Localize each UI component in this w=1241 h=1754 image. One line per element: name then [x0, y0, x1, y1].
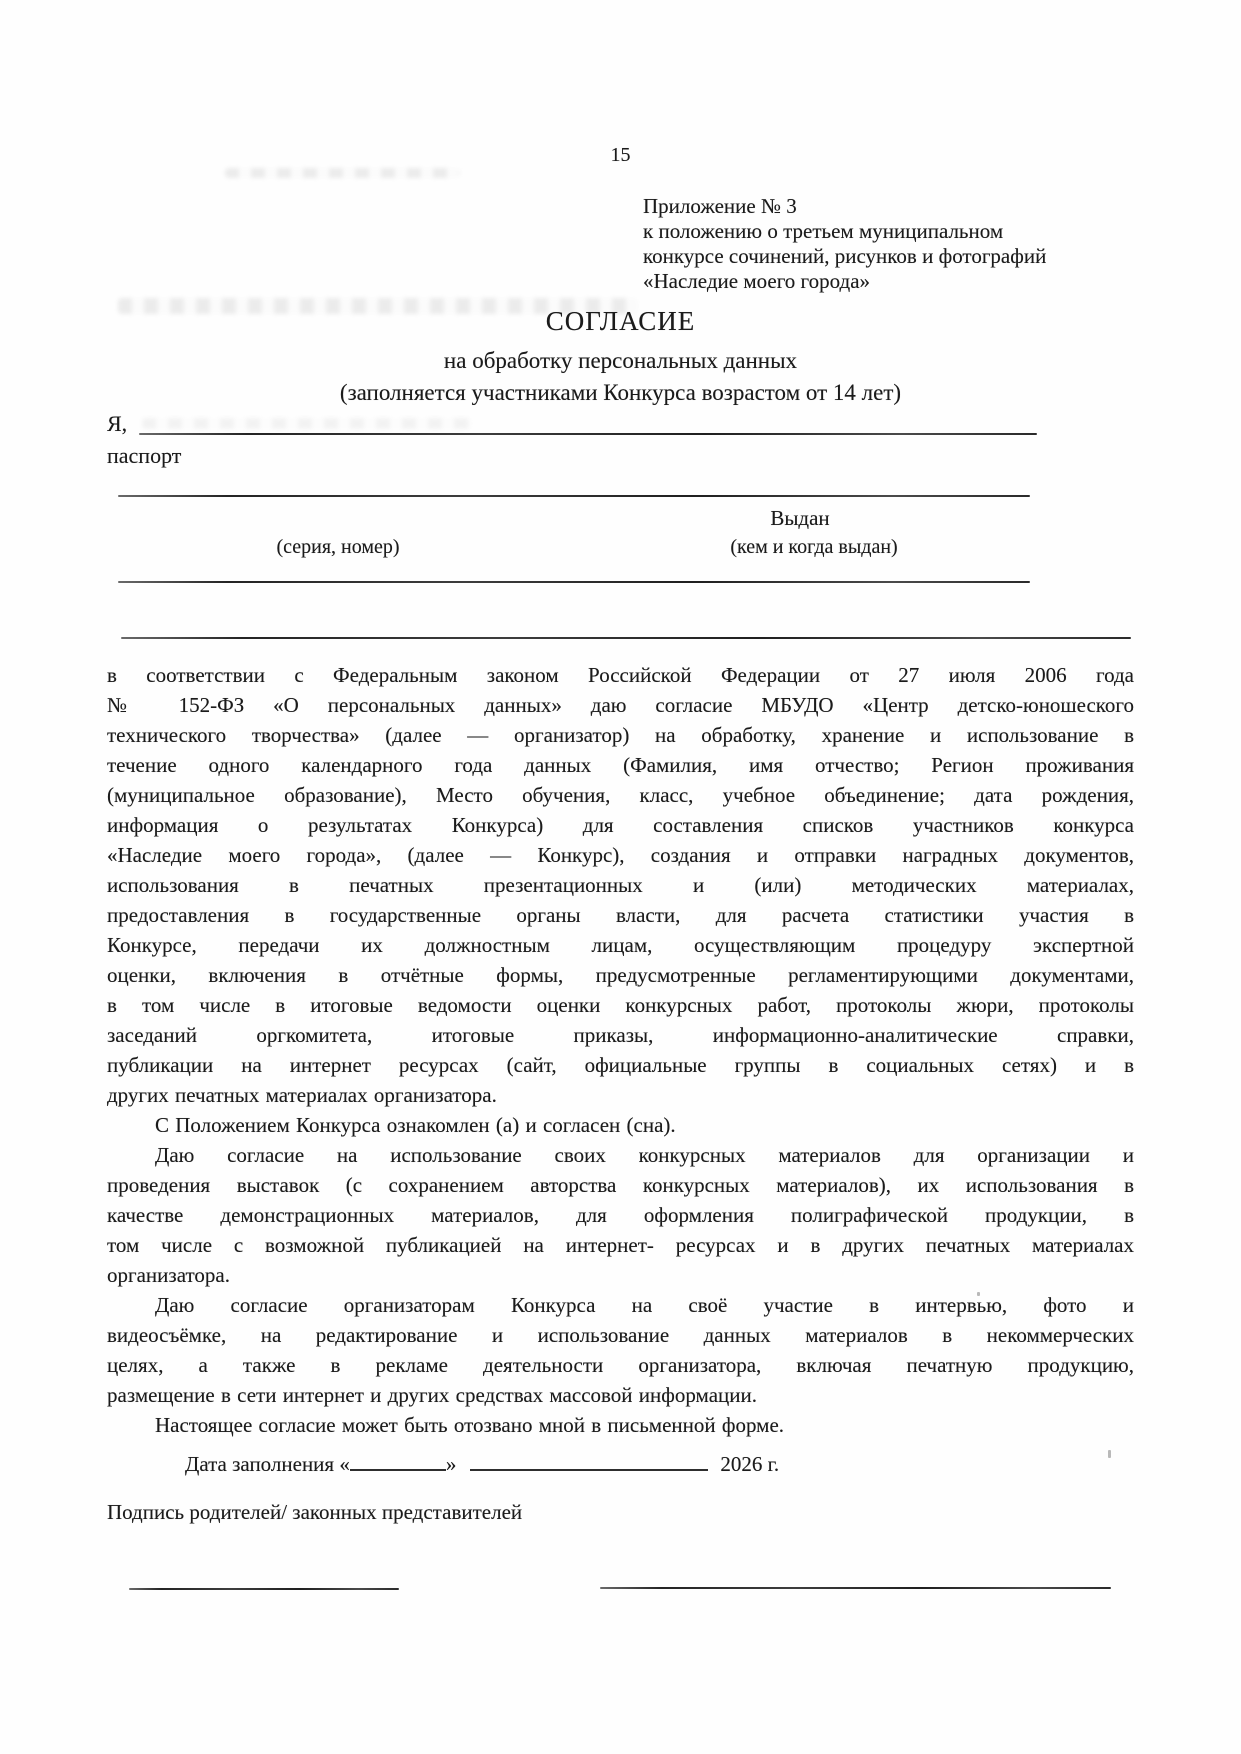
body-line: том числе с возможной публикацией на интернет- ресурсах и в других печатных материалах [107, 1233, 1134, 1257]
body-line: предоставления в государственные органы власти, для расчета статистики участия в [107, 903, 1134, 927]
appendix-note-line: к положению о третьем муниципальном [643, 219, 1004, 243]
body-line: технического творчества» (далее — организатор) на обработку, хранение и использование в [107, 723, 1134, 747]
body-line: в том числе в итоговые ведомости оценки конкурсных работ, протоколы жюри, протоколы [107, 993, 1134, 1017]
body-line: проведения выставок (с сохранением авторства конкурсных материалов), их использования в [107, 1173, 1134, 1197]
consent-note: (заполняется участниками Конкурса возрастом от 14 лет) [339, 380, 902, 405]
passport-line [118, 495, 1030, 497]
i-label: Я, [107, 411, 128, 436]
scan-smudge [225, 168, 460, 178]
date-row [107, 1449, 779, 1477]
body-line: Даю согласие организаторам Конкурса на своё участие в интервью, фото и [155, 1293, 1134, 1317]
series-caption: (серия, номер) [276, 536, 400, 558]
date-label: Дата заполнения [185, 1452, 335, 1476]
consent-subtitle: на обработку персональных данных [443, 348, 798, 373]
body-line: № 152-ФЗ «О персональных данных» даю согласие МБУДО «Центр детско-юношеского [107, 693, 1134, 717]
close-quote: » [445, 1452, 457, 1476]
body-line: информация о результатах Конкурса) для составления списков участников конкурса [107, 813, 1134, 837]
body-line: заседаний оргкомитета, итоговые приказы, информационно-аналитические справки, [107, 1023, 1134, 1047]
scan-speck [1108, 1450, 1111, 1458]
body-line: Настоящее согласие может быть отозвано мной в письменной форме. [155, 1413, 785, 1437]
appendix-note-line: конкурсе сочинений, рисунков и фотографий [643, 244, 1047, 268]
body-line: качестве демонстрационных материалов, для оформления полиграфической продукции, в [107, 1203, 1134, 1227]
body-line: видеосъёмке, на редактирование и использование данных материалов в некоммерческих [107, 1323, 1134, 1347]
signature-line-left [129, 1588, 399, 1590]
appendix-note-line: Приложение № 3 [643, 194, 797, 218]
date-month-blank [470, 1449, 708, 1471]
passport-label: паспорт [107, 443, 182, 468]
issued-caption: (кем и когда выдан) [730, 536, 898, 558]
body-line: целях, а также в рекламе деятельности организатора, включая печатную продукцию, [107, 1353, 1134, 1377]
page-number: 15 [610, 144, 631, 166]
body-line: (муниципальное образование), Место обучения, класс, учебное объединение; дата рождения, [107, 783, 1134, 807]
scan-smudge [142, 418, 472, 429]
consent-title: СОГЛАСИЕ [545, 306, 696, 336]
body-line: других печатных материалах организатора. [107, 1083, 497, 1107]
body-line: Даю согласие на использование своих конкурсных материалов для организации и [155, 1143, 1134, 1167]
issued-label: Выдан [770, 506, 830, 530]
appendix-note [643, 194, 1046, 294]
body-line: использования в печатных презентационных и (или) методических материалах, [107, 873, 1134, 897]
i-underline [139, 433, 1037, 435]
open-quote: « [339, 1452, 350, 1476]
body-line: С Положением Конкурса ознакомлен (а) и согласен (сна). [155, 1113, 676, 1137]
body-line: размещение в сети интернет и других средствах массовой информации. [107, 1383, 757, 1407]
divider-line [118, 581, 1030, 583]
date-day-blank [350, 1449, 446, 1471]
divider-line [121, 637, 1131, 639]
body-line: Конкурсе, передачи их должностным лицам, осуществляющим процедуру экспертной [107, 933, 1134, 957]
body-line: «Наследие моего города», (далее — Конкурс), создания и отправки наградных документов, [107, 843, 1134, 867]
body-line: публикации на интернет ресурсах (сайт, официальные группы в социальных сетях) и в [107, 1053, 1134, 1077]
body-line: организатора. [107, 1263, 230, 1287]
body-line: в соответствии с Федеральным законом Российской Федерации от 27 июля 2006 года [107, 663, 1134, 687]
appendix-note-line: «Наследие моего города» [643, 269, 871, 293]
body-line: оценки, включения в отчётные формы, предусмотренные регламентирующими документами, [107, 963, 1134, 987]
date-year: 2026 г. [720, 1452, 780, 1476]
body-line: течение одного календарного года данных (Фамилия, имя отчество; Регион проживания [107, 753, 1134, 777]
signature-caption: Подпись родителей/ законных представителей [107, 1500, 523, 1524]
signature-line-right [600, 1587, 1111, 1589]
body-paragraphs [107, 660, 1134, 1440]
